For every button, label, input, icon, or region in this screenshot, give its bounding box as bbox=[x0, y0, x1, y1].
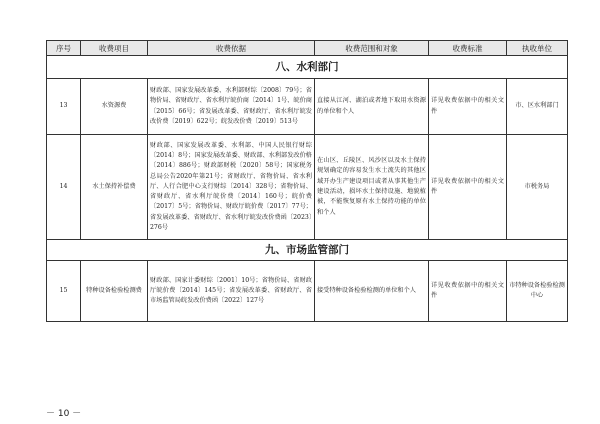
row-item: 特种设备检验检测费 bbox=[81, 261, 148, 322]
row-unit: 市特种设备检验检测中心 bbox=[507, 261, 568, 322]
table-row bbox=[47, 135, 568, 240]
header-basis: 收费依据 bbox=[148, 41, 315, 56]
table-row bbox=[47, 261, 568, 322]
header-scope: 收费范围和对象 bbox=[315, 41, 429, 56]
row-standard: 详见收费依据中的相关文件 bbox=[429, 79, 507, 135]
row-basis: 财政部、国家发展改革委、水利部、中国人民银行财综〔2014〕8号；国家发展改革委、财政部、水利部发改价格〔2014〕886号；财政部财税〔2020〕58号；国家税务总局公告2020年第21号；省财政厅、省物价局、省水利厅、人行合肥中心支行财综〔2014〕328号；省物价局、省财政厅、省水利厅皖价费〔2014〕160号；皖价费〔2017〕5号；省物价局、财政厅皖价费〔2017〕77号；省发展改革委、省财政厅、省水利厅皖发改价费函〔2023〕276号 bbox=[148, 135, 315, 240]
row-no: 15 bbox=[47, 261, 81, 322]
section-title: 八、水利部门 bbox=[47, 56, 568, 79]
header-standard: 收费标准 bbox=[429, 41, 507, 56]
row-scope: 直接从江河、湖泊或者地下取用水资源的单位和个人 bbox=[315, 79, 429, 135]
row-basis: 财政部、国家发展改革委、水利部财综〔2008〕79号；省物价局、省财政厅、省水利厅皖价商〔2014〕1号、皖价商〔2015〕66号；省发展改革委、省财政厅、省水利厅皖发改价费〔2019〕622号；皖发改价费〔2019〕513号 bbox=[148, 79, 315, 135]
row-standard: 详见收费依据中的相关文件 bbox=[429, 135, 507, 240]
page-number: － 10 － bbox=[46, 409, 82, 419]
section-header-water bbox=[47, 56, 568, 79]
row-unit: 市、区水利部门 bbox=[507, 79, 568, 135]
row-basis: 财政部、国家计委财综〔2001〕10号；省物价局、省财政厅皖价费〔2014〕145号；省发展改革委、省财政厅、省市场监管局皖发改价费函〔2022〕127号 bbox=[148, 261, 315, 322]
row-unit: 市税务局 bbox=[507, 135, 568, 240]
table-row bbox=[47, 79, 568, 135]
row-item: 水资源费 bbox=[81, 79, 148, 135]
fee-table bbox=[46, 40, 568, 322]
header-row bbox=[47, 41, 568, 56]
header-item: 收费项目 bbox=[81, 41, 148, 56]
header-no: 序号 bbox=[47, 41, 81, 56]
row-scope: 接受特种设备检验检测的单位和个人 bbox=[315, 261, 429, 322]
row-standard: 详见收费依据中的相关文件 bbox=[429, 261, 507, 322]
row-scope: 在山区、丘陵区、风沙区以及水土保持规划确定的容易发生水土流失的其他区域开办生产建设项目或者从事其他生产建设活动，损坏水土保持设施、地貌植被，不能恢复原有水土保持功能的单位和个人 bbox=[315, 135, 429, 240]
section-header-market bbox=[47, 240, 568, 261]
row-no: 14 bbox=[47, 135, 81, 240]
row-item: 水土保持补偿费 bbox=[81, 135, 148, 240]
row-no: 13 bbox=[47, 79, 81, 135]
section-title: 九、市场监管部门 bbox=[47, 240, 568, 261]
header-unit: 执收单位 bbox=[507, 41, 568, 56]
